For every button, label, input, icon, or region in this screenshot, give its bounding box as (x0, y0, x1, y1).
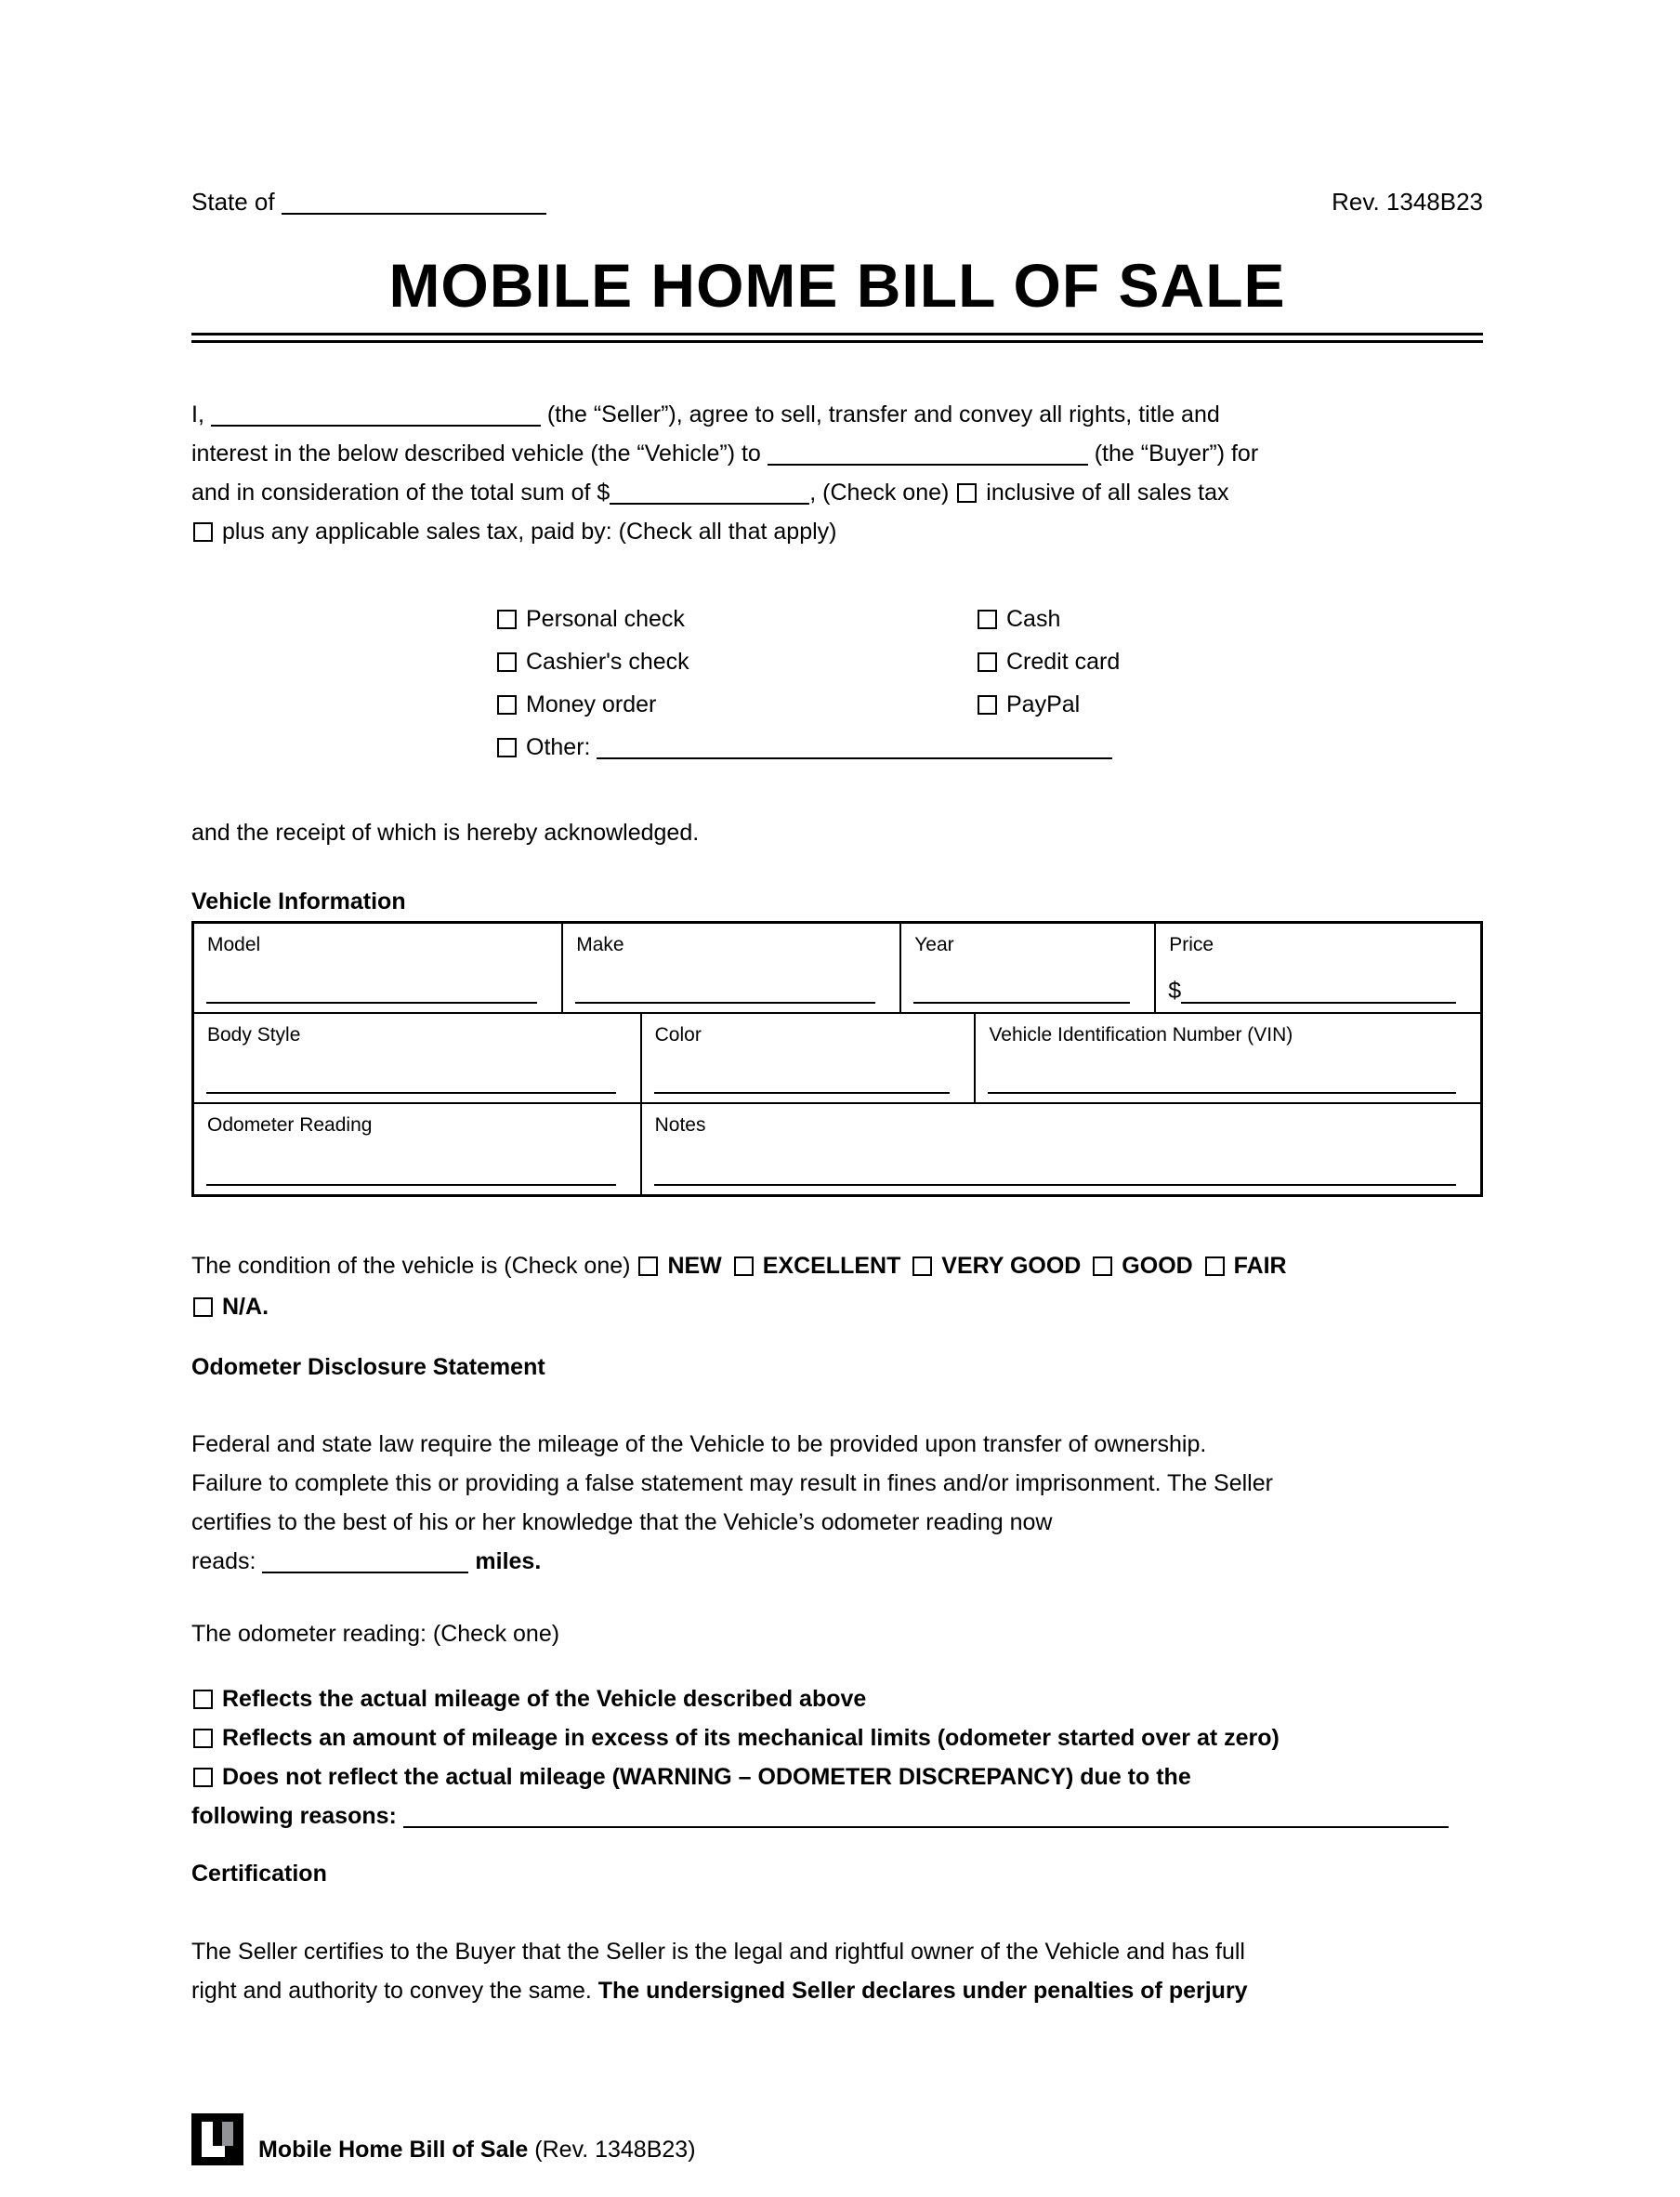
inclusive-sales-tax-label: inclusive of all sales tax (986, 480, 1229, 506)
vehicle-information-heading: Vehicle Information (191, 888, 406, 914)
notes-blank[interactable] (654, 1184, 1456, 1186)
odometer-check-instruction: The odometer reading: (Check one) (191, 1621, 560, 1647)
checkbox-money-order[interactable] (497, 695, 517, 715)
cashiers-check-label: Cashier's check (526, 649, 689, 675)
personal-check-label: Personal check (526, 606, 685, 632)
payment-row (191, 726, 1483, 769)
receipt-acknowledgement: and the receipt of which is hereby acknowledged. (191, 820, 700, 846)
payment-row (191, 640, 1483, 683)
other-method-blank[interactable] (597, 739, 1112, 759)
checkbox-actual-mileage[interactable] (193, 1690, 213, 1709)
condition-line (191, 1245, 1483, 1327)
odometer-option (191, 1718, 1483, 1757)
checkbox-other-method[interactable] (497, 738, 517, 757)
odometer-discrepancy-label: Does not reflect the actual mileage (WARNING – ODOMETER DISCREPANCY) due to the (222, 1764, 1191, 1790)
notes-cell (642, 1104, 1480, 1194)
payment-row (191, 598, 1483, 640)
state-of-label: State of (191, 188, 275, 216)
checkbox-condition-new[interactable] (638, 1256, 658, 1276)
model-blank[interactable] (206, 1002, 537, 1004)
body-style-cell (194, 1014, 642, 1102)
intro-paragraph (191, 395, 1483, 551)
year-cell (901, 924, 1156, 1012)
checkbox-condition-na[interactable] (193, 1297, 213, 1317)
odometer-text: Federal and state law require the mileage of the Vehicle to be provided upon transfer of ownership. (191, 1431, 1207, 1457)
make-cell (563, 924, 901, 1012)
checkbox-odometer-discrepancy[interactable] (193, 1768, 213, 1787)
condition-prefix: The condition of the vehicle is (Check one) (191, 1253, 631, 1279)
checkbox-credit-card[interactable] (978, 652, 997, 672)
payment-row (191, 683, 1483, 726)
condition-excellent-label: EXCELLENT (762, 1253, 901, 1279)
condition-new-label: NEW (667, 1253, 722, 1279)
money-order-label: Money order (526, 691, 657, 717)
table-row (194, 1014, 1480, 1104)
model-label: Model (207, 934, 261, 955)
intro-text: (the “Buyer”) for (1094, 441, 1259, 467)
logo-shape (222, 2122, 233, 2146)
odometer-label: Odometer Reading (207, 1114, 373, 1136)
payment-methods (191, 598, 1483, 769)
condition-very-good-label: VERY GOOD (941, 1253, 1082, 1279)
checkbox-condition-good[interactable] (1093, 1256, 1112, 1276)
footer-revision: (Rev. 1348B23) (534, 2137, 696, 2163)
price-cell (1156, 924, 1480, 1012)
odometer-blank[interactable] (206, 1184, 616, 1186)
body-style-label: Body Style (207, 1024, 301, 1046)
revision-label: Rev. 1348B23 (1332, 188, 1483, 216)
checkbox-condition-excellent[interactable] (734, 1256, 754, 1276)
color-blank[interactable] (654, 1092, 951, 1094)
vehicle-info-table (191, 921, 1483, 1197)
make-label: Make (576, 934, 624, 955)
condition-fair-label: FAIR (1233, 1253, 1287, 1279)
vin-label: Vehicle Identification Number (VIN) (989, 1024, 1293, 1046)
color-label: Color (654, 1024, 702, 1046)
vin-cell (976, 1014, 1480, 1102)
odometer-reading-blank[interactable] (262, 1553, 468, 1573)
odometer-disclosure-heading: Odometer Disclosure Statement (191, 1354, 545, 1380)
odometer-option (191, 1679, 1483, 1718)
certification-heading: Certification (191, 1861, 327, 1887)
model-cell (194, 924, 563, 1012)
cash-label: Cash (1006, 606, 1061, 632)
header (191, 182, 1483, 221)
paypal-label: PayPal (1006, 691, 1081, 717)
sale-amount-blank[interactable] (610, 484, 809, 505)
notes-label: Notes (654, 1114, 706, 1136)
intro-text: and in consideration of the total sum of $ (191, 480, 610, 506)
state-of-line (191, 182, 546, 221)
odometer-text: Failure to complete this or providing a false statement may result in fines and/or imprisonment. The Seller (191, 1470, 1273, 1496)
condition-good-label: GOOD (1122, 1253, 1193, 1279)
odometer-paragraph (191, 1425, 1483, 1581)
page-title: MOBILE HOME BILL OF SALE (388, 251, 1286, 320)
footer-text (258, 2136, 696, 2165)
checkbox-plus-sales-tax[interactable] (193, 522, 213, 542)
logo-shape (202, 2146, 225, 2157)
odometer-text: certifies to the best of his or her knowledge that the Vehicle’s odometer reading now (191, 1509, 1053, 1535)
odometer-reading-options (191, 1679, 1483, 1835)
checkbox-condition-very-good[interactable] (912, 1256, 932, 1276)
certification-paragraph (191, 1932, 1483, 2010)
checkbox-condition-fair[interactable] (1205, 1256, 1225, 1276)
year-blank[interactable] (913, 1002, 1130, 1004)
condition-period: . (262, 1294, 269, 1320)
mileage-excess-label: Reflects an amount of mileage in excess of its mechanical limits (odometer started over at zero) (222, 1725, 1280, 1751)
checkbox-cashiers-check[interactable] (497, 652, 517, 672)
title-divider (191, 333, 1483, 343)
other-method-label: Other: (526, 734, 591, 760)
checkbox-inclusive-sales-tax[interactable] (957, 483, 977, 503)
footer-doc-title: Mobile Home Bill of Sale (258, 2137, 529, 2163)
actual-mileage-label: Reflects the actual mileage of the Vehicle described above (222, 1686, 867, 1712)
odometer-option (191, 1757, 1483, 1835)
price-dollar-sign: $ (1168, 978, 1182, 1004)
table-row (194, 1104, 1480, 1194)
make-blank[interactable] (575, 1002, 875, 1004)
following-reasons-label: following reasons: (191, 1803, 397, 1829)
intro-text: interest in the below described vehicle (the “Vehicle”) to (191, 441, 761, 467)
certification-text: The Seller certifies to the Buyer that the Seller is the legal and rightful owner of the Vehicle and has full (191, 1939, 1245, 1965)
miles-label: miles. (475, 1548, 542, 1574)
vin-blank[interactable] (988, 1092, 1456, 1094)
condition-na-label: N/A (222, 1294, 263, 1320)
footer (191, 2113, 696, 2165)
price-blank[interactable] (1181, 979, 1456, 1004)
plus-sales-tax-label: plus any applicable sales tax, paid by: (Check all that apply) (222, 519, 837, 545)
discrepancy-reasons-blank[interactable] (403, 1808, 1449, 1828)
seller-name-blank[interactable] (211, 406, 541, 427)
buyer-name-blank[interactable] (768, 445, 1088, 466)
intro-text: I, (191, 401, 204, 428)
reads-label: reads: (191, 1548, 256, 1574)
price-label: Price (1169, 934, 1214, 955)
checkbox-personal-check[interactable] (497, 610, 517, 629)
intro-text: (the “Seller”), agree to sell, transfer and convey all rights, title and (546, 401, 1220, 428)
checkbox-paypal[interactable] (978, 695, 997, 715)
color-cell (642, 1014, 977, 1102)
year-label: Year (914, 934, 954, 955)
certification-text: right and authority to convey the same. (191, 1978, 592, 2004)
odometer-cell (194, 1104, 642, 1194)
body-style-blank[interactable] (206, 1092, 616, 1094)
checkbox-cash[interactable] (978, 610, 997, 629)
table-row (194, 924, 1480, 1014)
state-name-blank[interactable] (282, 194, 546, 215)
intro-text: , (Check one) (809, 480, 950, 506)
credit-card-label: Credit card (1006, 649, 1121, 675)
checkbox-mileage-excess[interactable] (193, 1729, 213, 1748)
legal-templates-logo-icon (191, 2113, 243, 2165)
certification-bold-text: The undersigned Seller declares under penalties of perjury (597, 1978, 1248, 2004)
